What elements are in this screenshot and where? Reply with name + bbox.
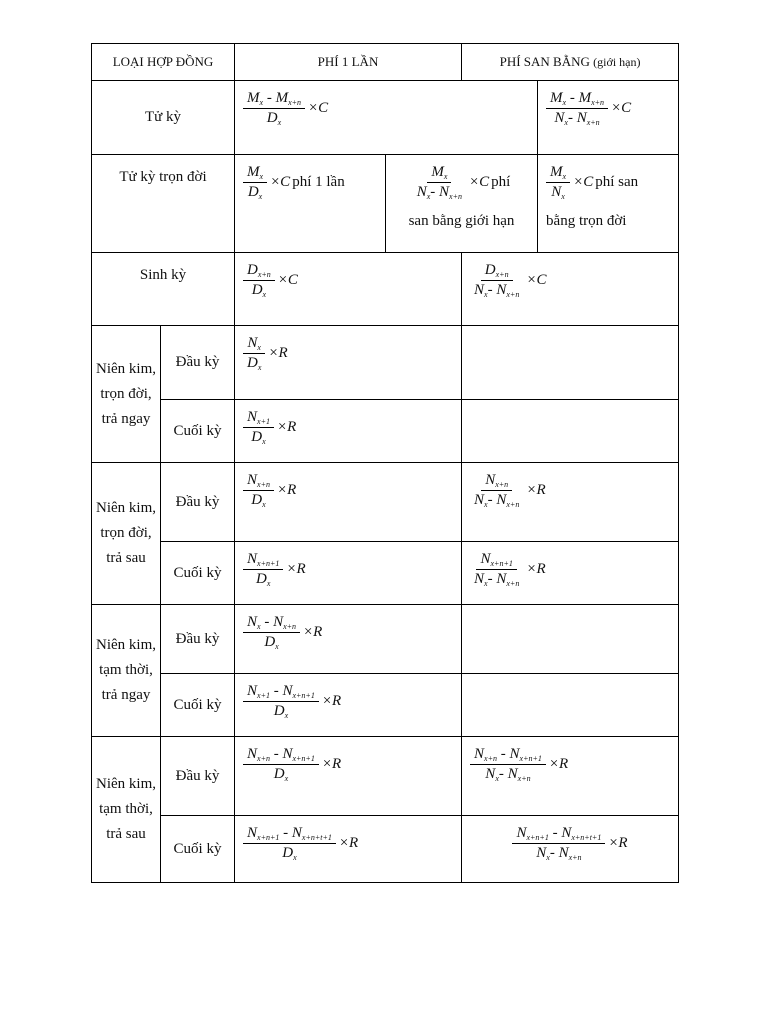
row-annuity-3-begin xyxy=(92,605,679,674)
formula-table-page xyxy=(91,43,678,883)
formula-endowment-level: $\frac{D_{x+n}}{N_x- N_{x+n}}$ ×C xyxy=(462,253,679,326)
header-row xyxy=(92,44,679,81)
formula-annuity-4-begin-level: $\frac{N_{x+n} - N_{x+n+1}}{N_x- N_{x+n}}$ ×R xyxy=(462,737,679,816)
label-end-period: Cuối kỳ xyxy=(161,542,235,605)
label-begin-period: Đầu kỳ xyxy=(161,326,235,400)
row-annuity-3-end xyxy=(92,674,679,737)
row-annuity-4-begin xyxy=(92,737,679,816)
formula-annuity-2-begin-single: $\frac{N_{x+n}}{D_x}$ ×R xyxy=(235,463,462,542)
row-annuity-1-end xyxy=(92,400,679,463)
insurance-fee-table xyxy=(91,43,679,883)
label-begin-period: Đầu kỳ xyxy=(161,463,235,542)
formula-annuity-1-end: $\frac{N_{x+1}}{D_x}$ ×R xyxy=(235,400,462,463)
label-whole-life: Tử kỳ trọn đời xyxy=(92,155,235,253)
empty-cell xyxy=(462,674,679,737)
empty-cell xyxy=(462,400,679,463)
header-contract-type: LOẠI HỢP ĐỒNG xyxy=(92,44,235,81)
label-end-period: Cuối kỳ xyxy=(161,400,235,463)
label-annuity-whole-immediate: Niên kim, trọn đời, trả ngay xyxy=(92,326,161,463)
label-end-period: Cuối kỳ xyxy=(161,674,235,737)
label-begin-period: Đầu kỳ xyxy=(161,605,235,674)
header-level-premium: PHÍ SAN BẰNG (giới hạn) xyxy=(462,44,679,81)
label-begin-period: Đầu kỳ xyxy=(161,737,235,816)
formula-term-single: $\frac{M_x - M_{x+n}}{D_x}$ ×C xyxy=(235,81,538,155)
row-annuity-1-begin xyxy=(92,326,679,400)
formula-endowment-single: $\frac{D_{x+n}}{D_x}$ ×C xyxy=(235,253,462,326)
formula-whole-life-level: $\frac{M_x}{N_x}$ ×C phí san bằng trọn đời xyxy=(538,155,679,253)
row-term-insurance xyxy=(92,81,679,155)
header-single-premium: PHÍ 1 LẦN xyxy=(235,44,462,81)
formula-annuity-4-begin-single: $\frac{N_{x+n} - N_{x+n+1}}{D_x}$ ×R xyxy=(235,737,462,816)
label-end-period: Cuối kỳ xyxy=(161,816,235,883)
text-whole-life-level: bằng trọn đời xyxy=(546,213,627,229)
formula-annuity-3-begin: $\frac{N_x - N_{x+n}}{D_x}$ ×R xyxy=(235,605,462,674)
row-endowment xyxy=(92,253,679,326)
label-annuity-temporary-deferred: Niên kim, tạm thời, trả sau xyxy=(92,737,161,883)
formula-annuity-1-begin: $\frac{N_x}{D_x}$ ×R xyxy=(235,326,462,400)
label-term-insurance: Tử kỳ xyxy=(92,81,235,155)
row-annuity-2-end xyxy=(92,542,679,605)
formula-annuity-4-end-level: $\frac{N_{x+n+1} - N_{x+n+t+1}}{N_x- N_{x+n}}$ ×R xyxy=(462,816,679,883)
row-annuity-4-end xyxy=(92,816,679,883)
formula-annuity-2-begin-level: $\frac{N_{x+n}}{N_x- N_{x+n}}$ ×R xyxy=(462,463,679,542)
formula-annuity-3-end: $\frac{N_{x+1} - N_{x+n+1}}{D_x}$ ×R xyxy=(235,674,462,737)
formula-term-level: $\frac{M_x - M_{x+n}}{N_x- N_{x+n}}$ ×C xyxy=(538,81,679,155)
formula-whole-life-single: $\frac{M_x}{D_x}$ ×C phí 1 lần xyxy=(235,155,386,253)
formula-annuity-2-end-single: $\frac{N_{x+n+1}}{D_x}$ ×R xyxy=(235,542,462,605)
row-annuity-2-begin xyxy=(92,463,679,542)
empty-cell xyxy=(462,605,679,674)
row-whole-life xyxy=(92,155,679,253)
label-annuity-whole-deferred: Niên kim, trọn đời, trả sau xyxy=(92,463,161,605)
text-limited-level: san bằng giới hạn xyxy=(408,213,515,229)
formula-annuity-4-end-single: $\frac{N_{x+n+1} - N_{x+n+t+1}}{D_x}$ ×R xyxy=(235,816,462,883)
formula-whole-life-limited: $\frac{M_x}{N_x- N_{x+n}}$ ×C phí san bằng giới hạn xyxy=(386,155,538,253)
label-annuity-temporary-immediate: Niên kim, tạm thời, trả ngay xyxy=(92,605,161,737)
empty-cell xyxy=(462,326,679,400)
label-endowment: Sinh kỳ xyxy=(92,253,235,326)
formula-annuity-2-end-level: $\frac{N_{x+n+1}}{N_x- N_{x+n}}$ ×R xyxy=(462,542,679,605)
